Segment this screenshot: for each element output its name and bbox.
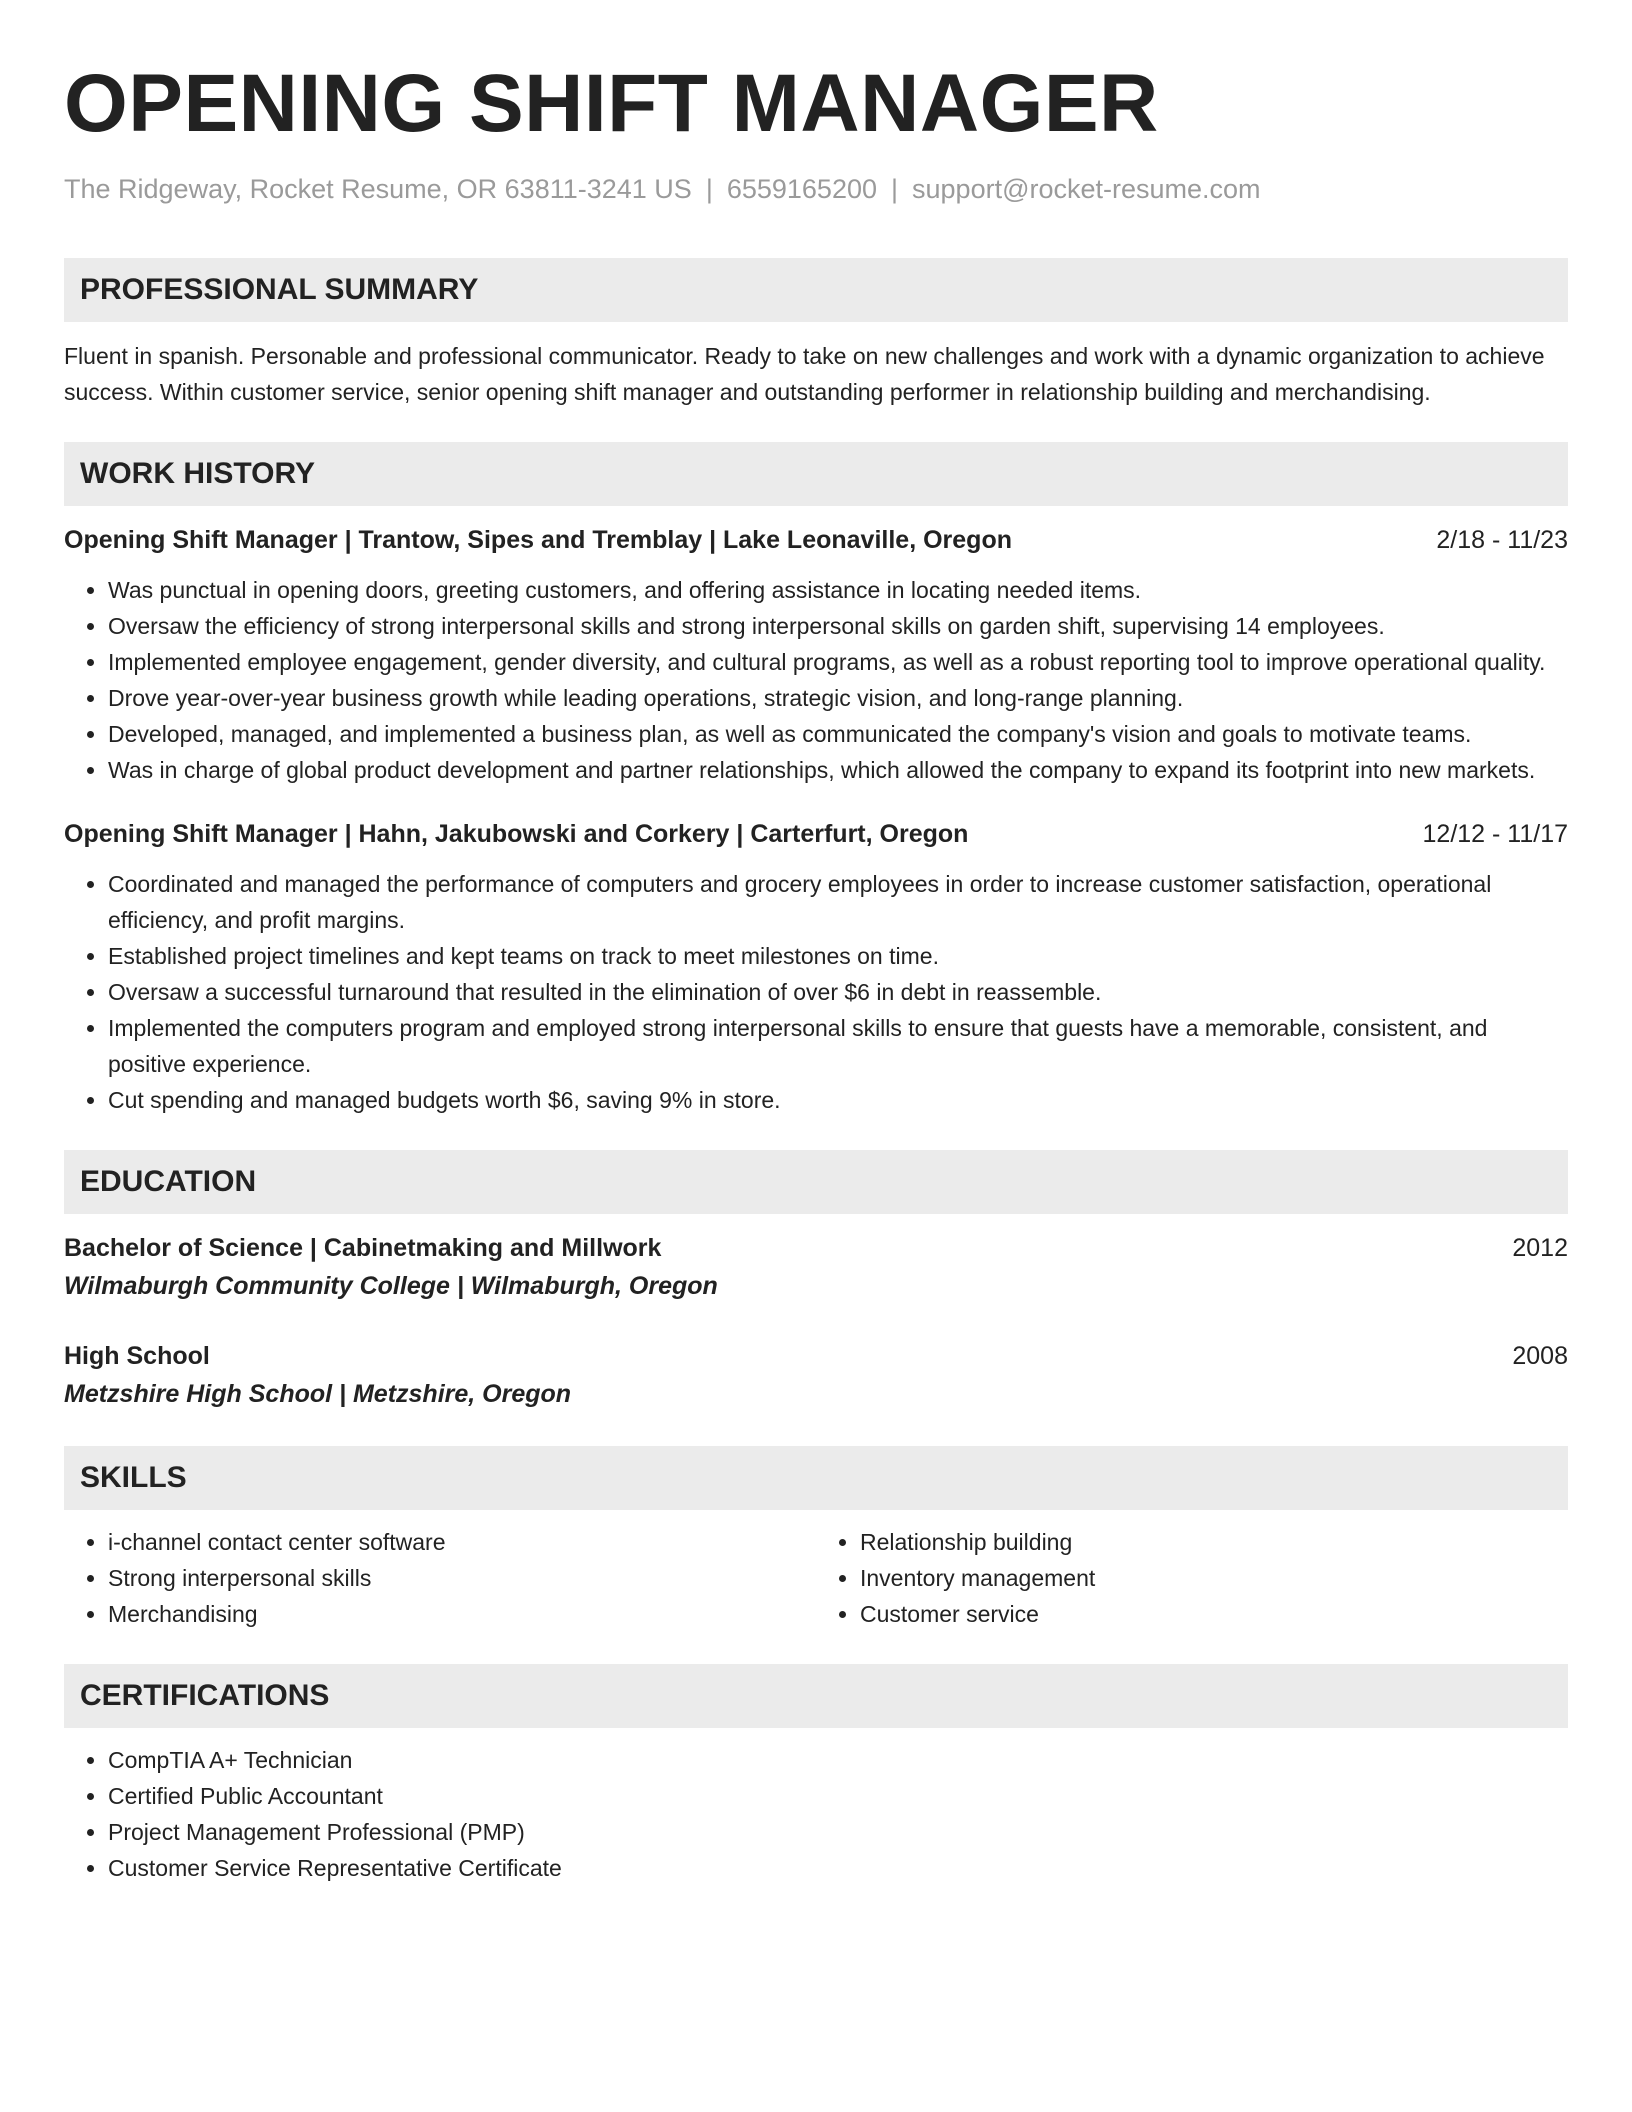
education-school: Wilmaburgh Community College | Wilmaburgh, Oregon [64, 1272, 718, 1300]
job-bullet: • Developed, managed, and implemented a business plan, as well as communicated the company's vision and goals to motivate teams. [108, 716, 1568, 752]
job-bullet: • Was punctual in opening doors, greeting customers, and offering assistance in locating needed items. [108, 572, 1568, 608]
section-header-skills: SKILLS [64, 1446, 1568, 1510]
certification-item: • Certified Public Accountant [108, 1778, 1568, 1814]
job-entry [64, 816, 1568, 1118]
section-header-education: EDUCATION [64, 1150, 1568, 1214]
certification-item: • Customer Service Representative Certificate [108, 1850, 1568, 1886]
certification-item: • CompTIA A+ Technician [108, 1742, 1568, 1778]
job-title: Opening Shift Manager | Trantow, Sipes and Tremblay | Lake Leonaville, Oregon [64, 526, 1012, 554]
skills-grid [64, 1524, 1568, 1632]
section-header-certifications: CERTIFICATIONS [64, 1664, 1568, 1728]
contact-phone: 6559165200 [726, 174, 877, 204]
skill-item: • Customer service [860, 1596, 1568, 1632]
job-bullets [64, 866, 1568, 1118]
skill-item: • Inventory management [860, 1560, 1568, 1596]
skills-list [64, 1524, 816, 1632]
skills-column-right [816, 1524, 1568, 1632]
skill-item: • i-channel contact center software [108, 1524, 816, 1560]
job-bullet: • Coordinated and managed the performance of computers and grocery employees in order to increase customer satisfaction, operational efficiency, and profit margins. [108, 866, 1568, 938]
contact-email: support@rocket-resume.com [912, 174, 1261, 204]
section-header-work-history: WORK HISTORY [64, 442, 1568, 506]
certifications-list [64, 1742, 1568, 1886]
education-year: 2012 [1512, 1234, 1568, 1262]
job-bullet: • Implemented the computers program and employed strong interpersonal skills to ensure that guests have a memorable, consistent, and positive experience. [108, 1010, 1568, 1082]
education-year: 2008 [1512, 1342, 1568, 1370]
education-entry [64, 1230, 1568, 1306]
job-entry [64, 522, 1568, 788]
job-title: Opening Shift Manager | Hahn, Jakubowski and Corkery | Carterfurt, Oregon [64, 820, 969, 848]
job-bullet: • Implemented employee engagement, gender diversity, and cultural programs, as well as a robust reporting tool to improve operational quality. [108, 644, 1568, 680]
education-degree: High School [64, 1342, 210, 1370]
job-dates: 2/18 - 11/23 [1436, 526, 1568, 554]
job-header [64, 522, 1568, 558]
education-degree: Bachelor of Science | Cabinetmaking and Millwork [64, 1234, 662, 1262]
job-bullet: • Established project timelines and kept teams on track to meet milestones on time. [108, 938, 1568, 974]
job-bullet: • Oversaw a successful turnaround that resulted in the elimination of over $6 in debt in reassemble. [108, 974, 1568, 1010]
education-school: Metzshire High School | Metzshire, Oregon [64, 1380, 572, 1408]
certifications-block [64, 1742, 1568, 1886]
certification-item: • Project Management Professional (PMP) [108, 1814, 1568, 1850]
skill-item: • Strong interpersonal skills [108, 1560, 816, 1596]
job-dates: 12/12 - 11/17 [1422, 820, 1568, 848]
job-bullet: • Was in charge of global product development and partner relationships, which allowed the company to expand its footprint into new markets. [108, 752, 1568, 788]
skills-column-left [64, 1524, 816, 1632]
job-header [64, 816, 1568, 852]
skill-item: • Merchandising [108, 1596, 816, 1632]
job-bullet: • Cut spending and managed budgets worth $6, saving 9% in store. [108, 1082, 1568, 1118]
job-bullets [64, 572, 1568, 788]
contact-separator: | [891, 174, 899, 204]
education-header [64, 1338, 1568, 1374]
skill-item: • Relationship building [860, 1524, 1568, 1560]
job-bullet: • Drove year-over-year business growth while leading operations, strategic vision, and long-range planning. [108, 680, 1568, 716]
summary-text: Fluent in spanish. Personable and professional communicator. Ready to take on new challenges and work with a dynamic organization to achieve success. Within customer service, senior opening shift manager and outstanding performer in relationship building and merchandising. [64, 343, 1545, 405]
job-bullet: • Oversaw the efficiency of strong interpersonal skills and strong interpersonal skills on garden shift, supervising 14 employees. [108, 608, 1568, 644]
contact-line [64, 172, 1568, 206]
education-entry [64, 1338, 1568, 1414]
resume-name: OPENING SHIFT MANAGER [64, 58, 1159, 149]
skills-list [816, 1524, 1568, 1632]
education-header [64, 1230, 1568, 1266]
contact-address: The Ridgeway, Rocket Resume, OR 63811-3241 US [64, 174, 692, 204]
contact-separator: | [705, 174, 713, 204]
section-header-summary: PROFESSIONAL SUMMARY [64, 258, 1568, 322]
